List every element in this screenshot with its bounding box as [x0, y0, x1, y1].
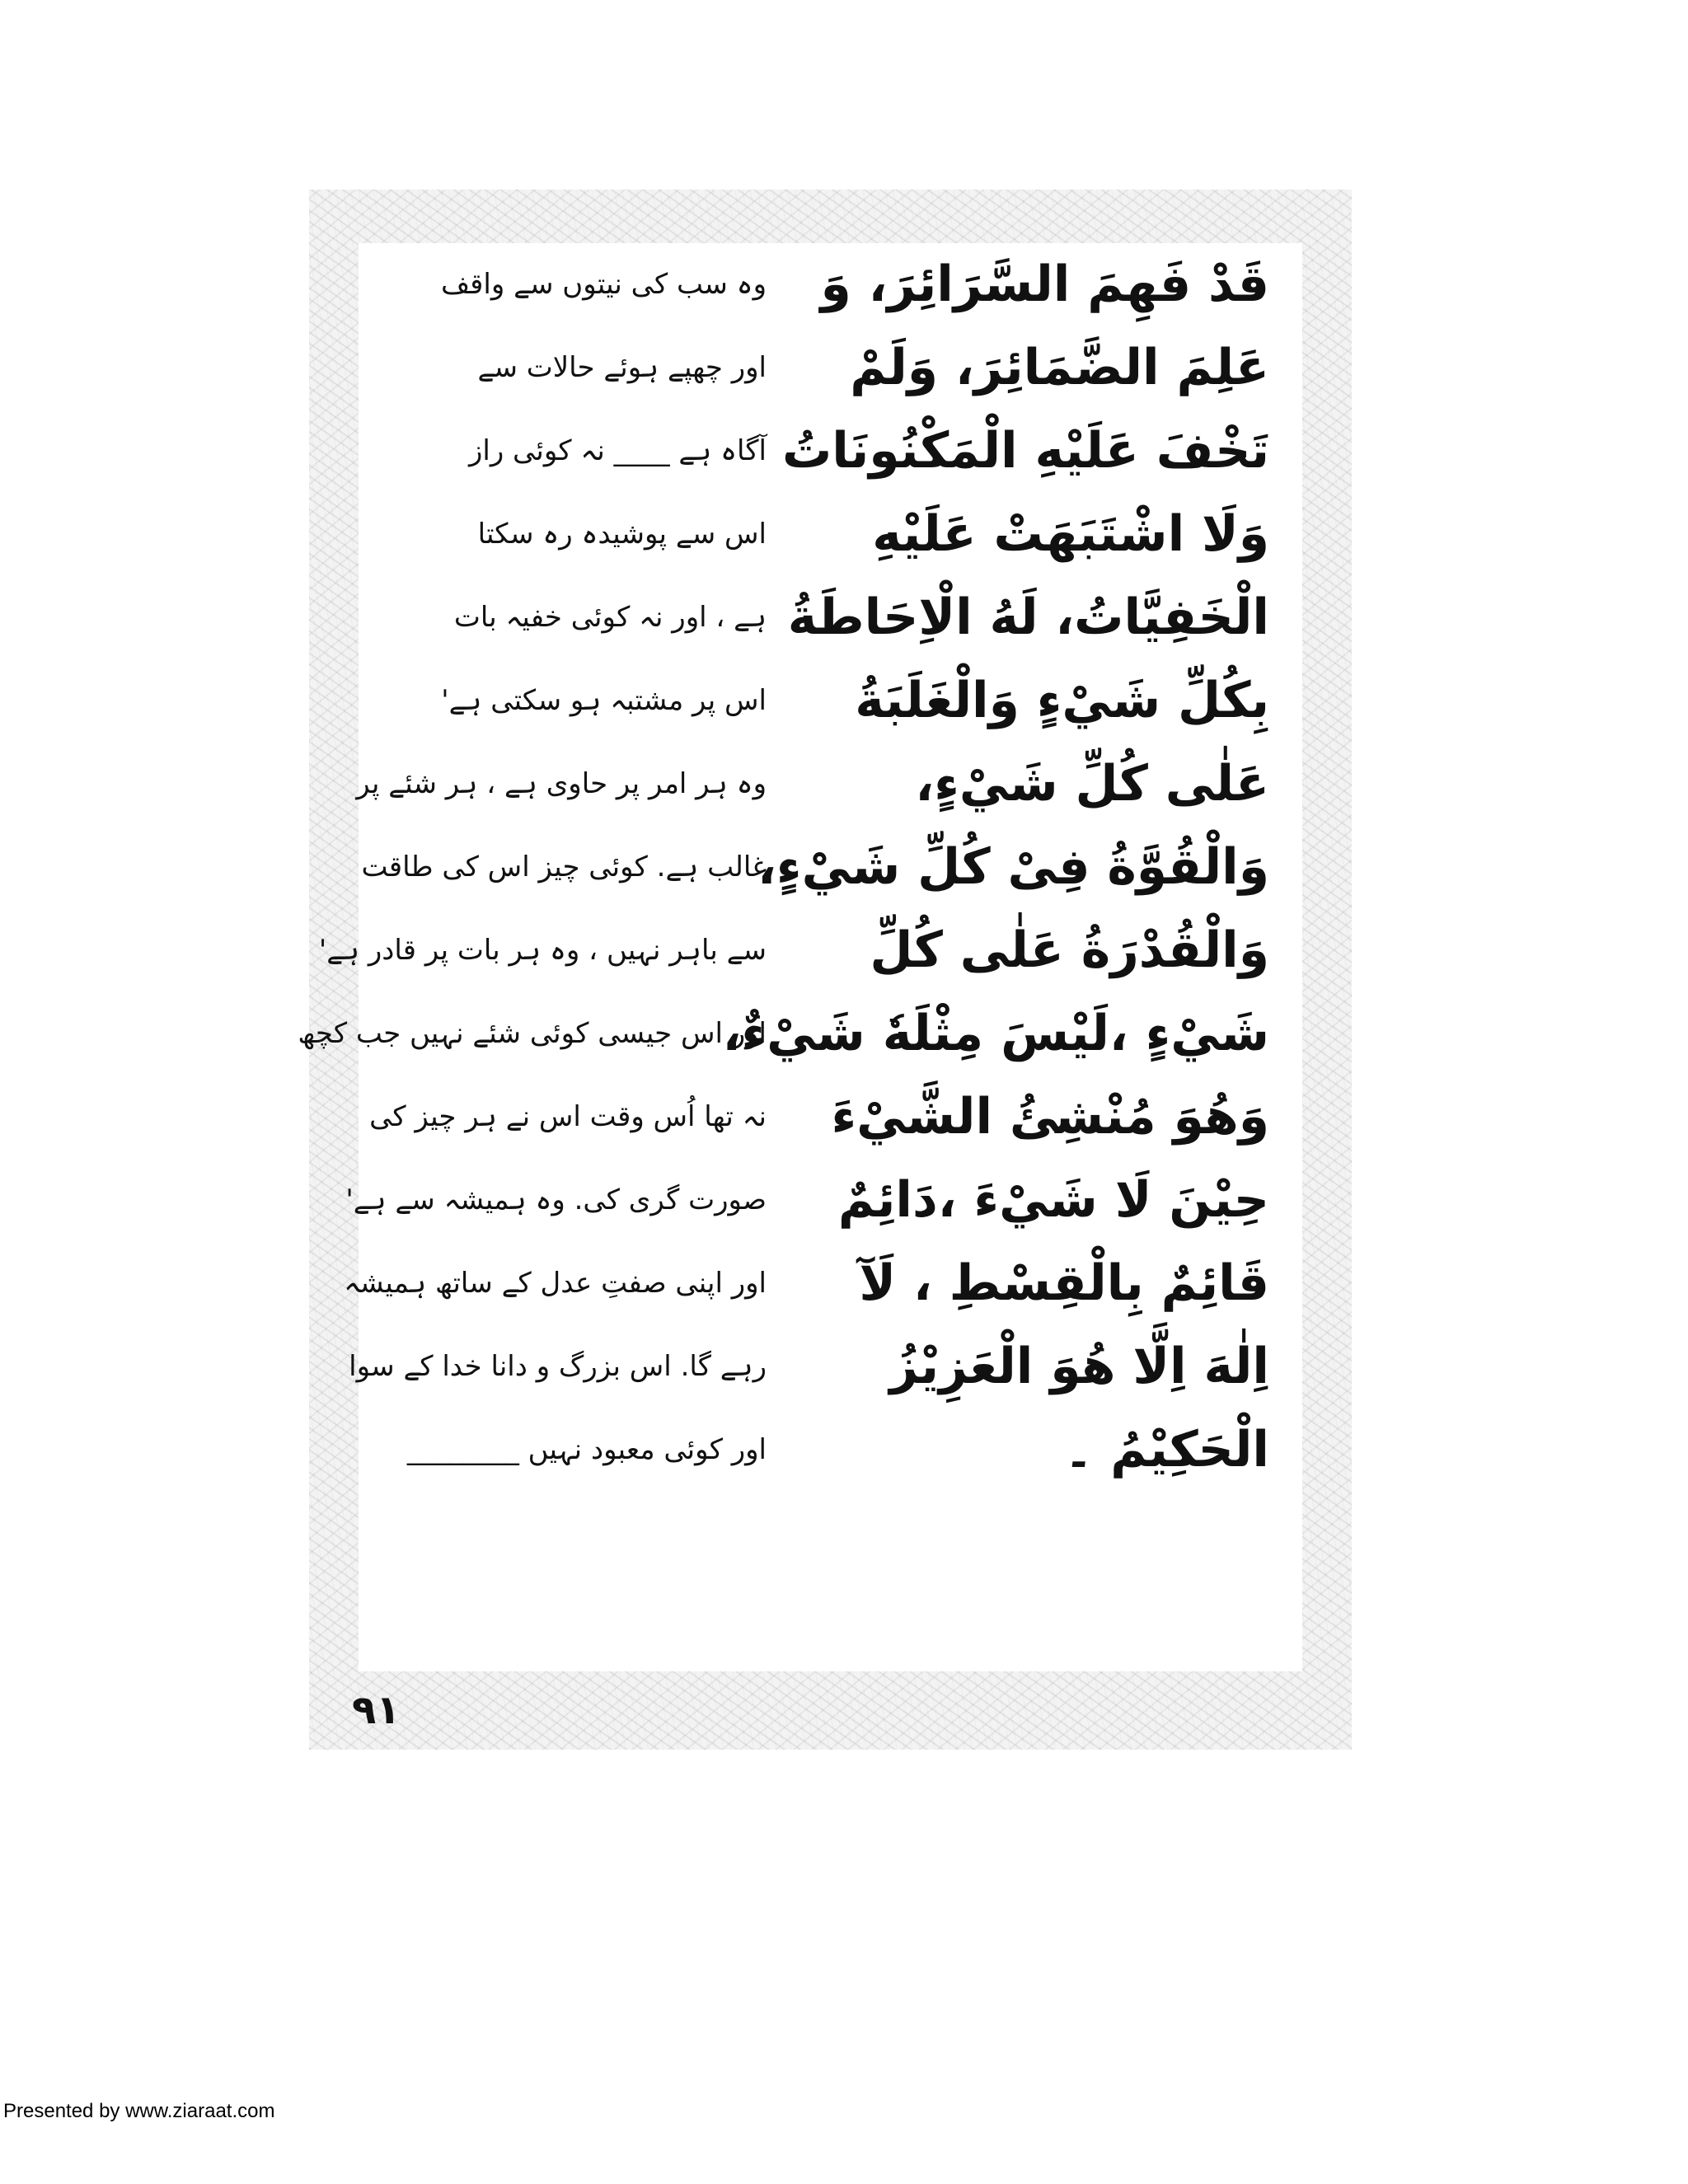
- arabic-line: الْحَكِيْمُ ۔: [1064, 1421, 1269, 1479]
- arabic-line: وَالْقُوَّةُ فِىْ كُلِّ شَيْءٍ،: [757, 838, 1269, 896]
- urdu-line: اور چھپے ہوئے حالات سے: [477, 351, 767, 384]
- page-decorative-frame: [298, 190, 1352, 1750]
- arabic-text-column: [722, 243, 1269, 1492]
- arabic-line: حِيْنَ لَا شَيْءَ ،دَائِمٌ: [837, 1171, 1269, 1229]
- urdu-line: وہ سب کی نیتوں سے واقف: [440, 268, 767, 301]
- urdu-line: اور کوئی معبود نہیں ________: [406, 1433, 767, 1466]
- urdu-line: سے باہر نہیں ، وہ ہر بات پر قادر ہے': [318, 934, 767, 967]
- arabic-line: عَلِمَ الضَّمَائِرَ، وَلَمْ: [850, 339, 1269, 396]
- arabic-line: شَيْءٍ ،لَيْسَ مِثْلَهٗ شَيْءٌ،: [722, 1005, 1269, 1062]
- footer-credit: Presented by www.ziaraat.com: [3, 2100, 275, 2122]
- arabic-line: اِلٰهَ اِلَّا هُوَ الْعَزِيْزُ: [889, 1338, 1269, 1395]
- urdu-line: رہے گا. اس بزرگ و دانا خدا کے سوا: [349, 1350, 767, 1383]
- urdu-line: آگاہ ہے ____ نہ کوئی راز: [468, 434, 767, 467]
- arabic-line: عَلٰى كُلِّ شَيْءٍ،: [915, 755, 1269, 813]
- arabic-line: وَهُوَ مُنْشِئُ الشَّيْءَ: [831, 1088, 1269, 1146]
- arabic-line: وَالْقُدْرَةُ عَلٰى كُلِّ: [870, 921, 1269, 979]
- arabic-line: بِكُلِّ شَيْءٍ وَالْغَلَبَةُ: [855, 672, 1269, 729]
- urdu-line: صورت گری کی. وہ ہمیشہ سے ہے': [345, 1183, 767, 1216]
- arabic-line: تَخْفَ عَلَيْهِ الْمَكْنُونَاتُ: [781, 422, 1269, 480]
- urdu-line: اور اس جیسی کوئی شئے نہیں جب کچھ: [298, 1017, 767, 1050]
- urdu-line: نہ تھا اُس وقت اس نے ہر چیز کی: [369, 1100, 767, 1133]
- urdu-line: ہے ، اور نہ کوئی خفیہ بات: [453, 601, 767, 634]
- urdu-line: اس سے پوشیدہ رہ سکتا: [477, 518, 767, 551]
- page-content: [298, 243, 1302, 1671]
- urdu-line: غالب ہے. کوئی چیز اس کی طاقت: [361, 851, 767, 883]
- urdu-translation-column: [298, 243, 767, 1492]
- arabic-line: الْخَفِيَّاتُ، لَهُ الْاِحَاطَةُ: [787, 588, 1269, 646]
- urdu-line: وہ ہر امر پر حاوی ہے ، ہر شئے پر: [356, 767, 767, 800]
- arabic-line: وَلَا اشْتَبَهَتْ عَلَيْهِ: [872, 505, 1269, 563]
- arabic-line: قَائِمٌ بِالْقِسْطِ ، لَآ: [859, 1254, 1269, 1312]
- urdu-line: اس پر مشتبہ ہو سکتی ہے': [441, 684, 767, 717]
- urdu-line: اور اپنی صفتِ عدل کے ساتھ ہمیشہ: [344, 1267, 767, 1300]
- page-number: ٩١: [352, 1687, 401, 1733]
- arabic-line: قَدْ فَهِمَ السَّرَائِرَ، وَ: [820, 255, 1269, 313]
